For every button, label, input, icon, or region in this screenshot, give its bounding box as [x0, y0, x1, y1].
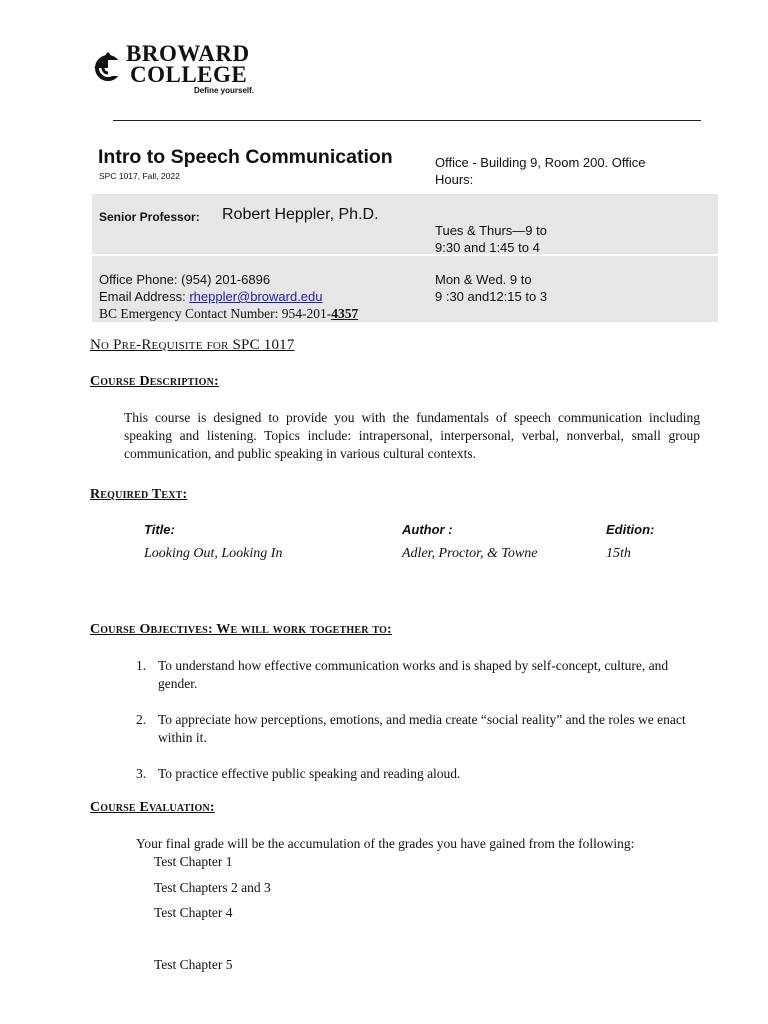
- course-objectives-heading: [90, 622, 392, 638]
- evaluation-intro: Your final grade will be the accumulation of the grades you have gained from the following:: [136, 836, 635, 851]
- objectives-heading-rest: : We will work together to:: [207, 622, 392, 637]
- required-text-heading: Required Text:: [90, 487, 188, 502]
- office-hours-tue-thu: [435, 222, 635, 256]
- contact-info: [99, 271, 358, 322]
- objective-number: 2.: [136, 712, 147, 727]
- course-evaluation-heading: Course Evaluation:: [90, 800, 215, 815]
- evaluation-item: Test Chapter 4: [154, 905, 233, 920]
- professor-name: Robert Heppler, Ph.D.: [222, 206, 379, 223]
- email-link[interactable]: rheppler@broward.edu: [189, 289, 323, 304]
- professor-label: Senior Professor:: [99, 210, 200, 224]
- evaluation-item: Test Chapters 2 and 3: [154, 880, 271, 895]
- course-title: Intro to Speech Communication: [98, 146, 393, 168]
- hours-1-line-1: Tues & Thurs—9 to: [435, 223, 547, 238]
- column-title-header: Title:: [144, 522, 175, 537]
- logo-line-2: COLLEGE: [130, 62, 248, 87]
- emergency-label: BC Emergency Contact Number: 954-201-: [99, 306, 332, 321]
- office-hours-mon-wed: [435, 271, 635, 305]
- college-logo: [90, 42, 280, 98]
- column-author-header: Author :: [402, 522, 453, 537]
- objective-text: To understand how effective communication works and is shaped by self-concept, culture, and gender.: [158, 658, 669, 691]
- evaluation-item: Test Chapter 5: [154, 957, 233, 972]
- header-divider: [113, 120, 701, 121]
- evaluation-item: Test Chapter 1: [154, 854, 233, 869]
- logo-line-1: BROWARD: [126, 41, 250, 66]
- objectives-heading-main: Course Objectives: [90, 622, 208, 637]
- objective-number: 1.: [136, 658, 147, 673]
- email-label: Email Address:: [99, 289, 190, 304]
- column-edition-header: Edition:: [606, 522, 655, 537]
- course-description-heading: Course Description:: [90, 374, 219, 389]
- book-title: Looking Out, Looking In: [144, 546, 283, 561]
- objective-text: To appreciate how perceptions, emotions, and media create “social reality” and the roles we enact within it.: [158, 712, 686, 745]
- emergency-contact: [99, 305, 358, 322]
- hours-1-line-2: 9:30 and 1:45 to 4: [435, 240, 540, 255]
- emergency-extension: 4357: [331, 306, 359, 321]
- objective-text: To practice effective public speaking and reading aloud.: [158, 766, 461, 781]
- objective-number: 3.: [136, 766, 147, 781]
- logo-tagline: Define yourself.: [194, 86, 255, 95]
- hours-2-line-2: 9 :30 and12:15 to 3: [435, 289, 548, 304]
- hours-2-line-1: Mon & Wed. 9 to: [435, 272, 532, 287]
- email-line: [99, 288, 358, 305]
- course-description-text: This course is designed to provide you with the fundamentals of speech communication including speaking and listening. Topics include: intrapersonal, interpersonal, verbal, nonverbal, small group communication, and public speaking in various cultural contexts.: [124, 410, 700, 461]
- book-author: Adler, Proctor, & Towne: [402, 546, 538, 561]
- prerequisite-heading: No Pre-Requisite for SPC 1017: [90, 337, 295, 353]
- broward-logo-mark-icon: [90, 46, 126, 82]
- course-subtitle: SPC 1017, Fall, 2022: [99, 171, 180, 181]
- office-phone: Office Phone: (954) 201-6896: [99, 272, 271, 287]
- book-edition: 15th: [606, 546, 631, 561]
- office-location: Office - Building 9, Room 200. Office Hours:: [435, 155, 646, 187]
